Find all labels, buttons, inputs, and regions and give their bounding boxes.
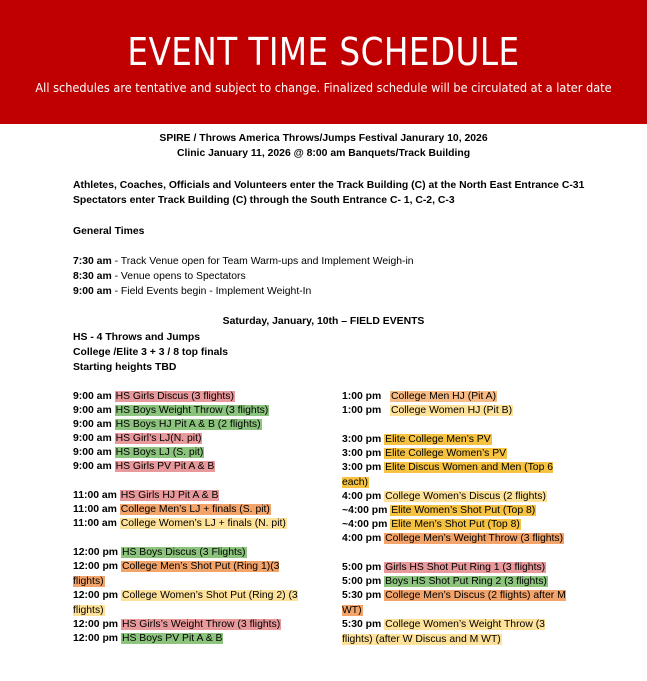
note: College /Elite 3 + 3 / 8 top finals (73, 347, 229, 358)
description: - Track Venue open for Team Warm-ups and Implement Weigh-in (111, 256, 414, 267)
event-name: Boys HS Shot Put Ring 2 (3 flights) (385, 576, 547, 587)
event-name: Elite Discus Women and Men (Top 6 each) (342, 462, 554, 488)
schedule-row (73, 460, 215, 475)
event-name: HS Girl’s LJ(N. pit) (115, 433, 202, 444)
event-time: 11:00 am (73, 518, 117, 529)
event-name: Elite College Men’s PV (385, 434, 491, 445)
event-name: College Men’s Shot Put (Ring 1)(3 flights) (73, 561, 280, 587)
schedule-row (73, 489, 219, 504)
event-name: College Men’s Weight Throw (3 flights) (385, 533, 564, 544)
event-time: 1:00 pm (342, 405, 382, 416)
event-name: HS Boys Discus (3 Flights) (121, 547, 246, 558)
general-time-row (73, 254, 414, 269)
schedule-row (342, 589, 582, 618)
clinic-line: Clinic January 11, 2026 @ 8:00 am Banquets/Track Building (176, 148, 471, 159)
time: 7:30 am (73, 256, 112, 267)
schedule-row (73, 446, 204, 461)
schedule-row (73, 618, 281, 633)
schedule-row (73, 404, 269, 419)
event-time: ~4:00 pm (342, 519, 388, 530)
event-time: 4:00 pm (342, 491, 382, 502)
event-name: College Women’s Discus (2 flights) (385, 491, 546, 502)
event-title: SPIRE / Throws America Throws/Jumps Festival Janurary 10, 2026 (159, 133, 488, 144)
header-banner (0, 0, 647, 124)
event-name: HS Boys LJ (S. pit) (115, 447, 204, 458)
schedule-row (73, 432, 202, 447)
athletes-entrance: Athletes, Coaches, Officials and Volunteers enter the Track Building (C) at the North East Entrance C-31 (73, 180, 585, 191)
event-time: 5:30 pm (342, 590, 382, 601)
schedule-row (73, 632, 223, 647)
event-time: 5:30 pm (342, 619, 382, 630)
event-time: 12:00 pm (73, 547, 119, 558)
event-name: HS Girls’s Weight Throw (3 flights) (121, 619, 281, 630)
event-name: HS Boys Weight Throw (3 flights) (115, 405, 269, 416)
event-time: 9:00 am (73, 405, 112, 416)
schedule-row (73, 589, 313, 618)
event-time: 3:00 pm (342, 434, 382, 445)
general-time-row (73, 269, 246, 284)
schedule-row (342, 518, 521, 533)
event-time: 11:00 am (73, 504, 117, 515)
event-time: ~4:00 pm (342, 505, 388, 516)
time: 9:00 am (73, 286, 112, 297)
event-name: Elite College Women’s PV (385, 448, 507, 459)
event-name: College Men HJ (Pit A) (390, 391, 497, 402)
event-name: Elite Men’s Shot Put (Top 8) (391, 519, 520, 530)
schedule-row (342, 461, 577, 490)
event-time: 12:00 pm (73, 561, 119, 572)
time: 8:30 am (73, 271, 112, 282)
event-name: HS Girls Discus (3 flights) (115, 391, 234, 402)
event-name: HS Boys PV Pit A & B (121, 633, 223, 644)
schedule-row (342, 490, 547, 505)
event-time: 3:00 pm (342, 448, 382, 459)
event-time: 12:00 pm (73, 590, 119, 601)
event-time: 5:00 pm (342, 576, 382, 587)
description: - Venue opens to Spectators (111, 271, 246, 282)
disclaimer-text: All schedules are tentative and subject to change. Finalized schedule will be circulated at a later date (35, 81, 612, 95)
event-name: Elite Women’s Shot Put (Top 8) (391, 505, 536, 516)
event-time: 12:00 pm (73, 619, 119, 630)
spectators-entrance: Spectators enter Track Building (C) through the South Entrance C- 1, C-2, C-3 (73, 195, 455, 206)
event-time: 11:00 am (73, 490, 117, 501)
schedule-row (342, 447, 507, 462)
note: HS - 4 Throws and Jumps (73, 332, 201, 343)
event-time: 1:00 pm (342, 391, 382, 402)
event-name: College Women’s Weight Throw (3 flights) (after W Discus and M WT) (342, 619, 545, 645)
schedule-row (342, 433, 492, 448)
event-time: 9:00 am (73, 433, 112, 444)
schedule-row (73, 390, 235, 405)
general-times-heading: General Times (73, 226, 145, 237)
event-time: 3:00 pm (342, 462, 382, 473)
schedule-row (73, 503, 271, 518)
event-name: College Women HJ (Pit B) (390, 405, 513, 416)
general-time-row (73, 284, 311, 299)
schedule-row (342, 618, 572, 647)
event-time: 9:00 am (73, 461, 112, 472)
schedule-row (342, 404, 513, 419)
schedule-row (342, 390, 497, 405)
schedule-row (342, 561, 546, 576)
page-title: EVENT TIME SCHEDULE (127, 30, 520, 74)
schedule-row (342, 532, 564, 547)
schedule-row (73, 517, 287, 532)
event-name: College Women’s Shot Put (Ring 2) (3 flights) (73, 590, 298, 616)
schedule-row (73, 546, 247, 561)
event-time: 4:00 pm (342, 533, 382, 544)
event-time: 9:00 am (73, 391, 112, 402)
event-name: HS Girls PV Pit A & B (115, 461, 215, 472)
schedule-row (73, 418, 262, 433)
schedule-row (342, 575, 548, 590)
field-events-heading: Saturday, January, 10th – FIELD EVENTS (222, 316, 425, 327)
event-name: College Women’s LJ + finals (N. pit) (120, 518, 286, 529)
event-name: Girls HS Shot Put Ring 1 (3 flights) (385, 562, 546, 573)
schedule-row (342, 504, 536, 519)
event-name: College Men’s Discus (2 flights) after M WT) (342, 590, 566, 616)
description: - Field Events begin - Implement Weight-In (111, 286, 312, 297)
event-name: HS Girls HJ Pit A & B (120, 490, 219, 501)
schedule-row (73, 560, 313, 589)
event-time: 12:00 pm (73, 633, 119, 644)
event-time: 5:00 pm (342, 562, 382, 573)
note: Starting heights TBD (73, 362, 177, 373)
event-time: 9:00 am (73, 419, 112, 430)
event-name: College Men’s LJ + finals (S. pit) (120, 504, 270, 515)
event-name: HS Boys HJ Pit A & B (2 flights) (115, 419, 261, 430)
event-time: 9:00 am (73, 447, 112, 458)
